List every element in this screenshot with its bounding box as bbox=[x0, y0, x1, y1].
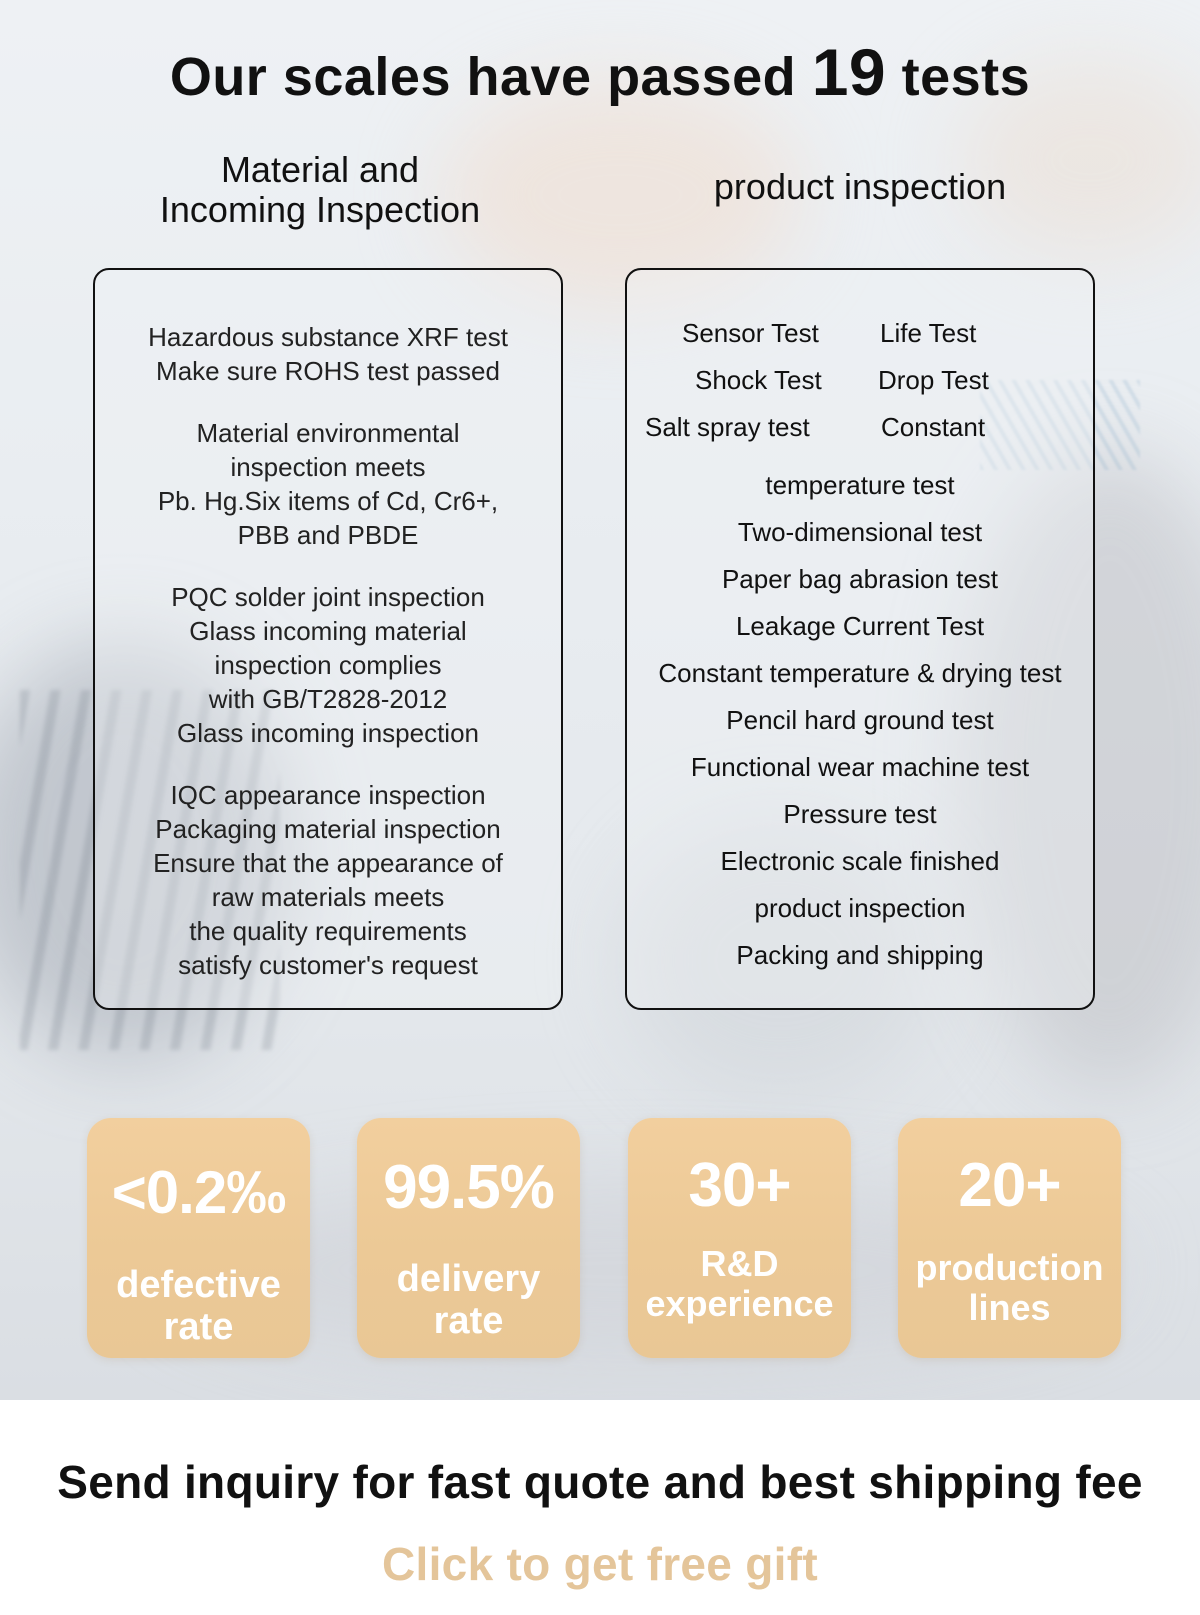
inspection-item: inspection meets bbox=[230, 452, 426, 482]
material-inspection-panel bbox=[93, 268, 563, 1010]
inspection-item: with GB/T2828-2012 bbox=[208, 684, 448, 714]
title-suffix: tests bbox=[901, 47, 1031, 107]
product-inspection-panel bbox=[625, 268, 1095, 1010]
inspection-group bbox=[95, 580, 561, 750]
stat-label-line: rate bbox=[163, 1306, 234, 1348]
inspection-item: Pb. Hg.Six items of Cd, Cr6+, bbox=[157, 486, 499, 516]
test-item: Paper bag abrasion test bbox=[721, 564, 999, 594]
test-item: product inspection bbox=[754, 893, 966, 923]
test-item: Life Test bbox=[880, 318, 977, 348]
page-title bbox=[0, 34, 1200, 110]
inquiry-text: Send inquiry for fast quote and best shipping fee bbox=[57, 1456, 1143, 1508]
test-item: temperature test bbox=[765, 470, 955, 500]
test-item: Packing and shipping bbox=[736, 940, 984, 970]
inspection-item: Packaging material inspection bbox=[155, 814, 501, 844]
inspection-group bbox=[95, 416, 561, 552]
heading-line: Material and bbox=[220, 149, 420, 190]
inspection-item: Ensure that the appearance of bbox=[153, 848, 503, 878]
stat-card-delivery-rate bbox=[357, 1118, 580, 1358]
test-item: Functional wear machine test bbox=[690, 752, 1030, 782]
inspection-item: Material environmental bbox=[196, 418, 460, 448]
material-inspection-heading bbox=[120, 150, 520, 230]
test-item: Constant temperature & drying test bbox=[658, 658, 1062, 688]
stat-label bbox=[628, 1244, 851, 1324]
free-gift-link[interactable]: Click to get free gift bbox=[382, 1538, 818, 1590]
test-item: Shock Test bbox=[695, 365, 822, 395]
test-item: Two-dimensional test bbox=[737, 517, 983, 547]
material-inspection-list bbox=[95, 320, 561, 1010]
inspection-item: PBB and PBDE bbox=[237, 520, 419, 550]
stat-label-line: experience bbox=[645, 1283, 834, 1324]
test-item: Pressure test bbox=[783, 799, 937, 829]
stat-card-production-lines bbox=[898, 1118, 1121, 1358]
inspection-item: the quality requirements bbox=[189, 916, 467, 946]
stat-value: 30+ bbox=[688, 1151, 791, 1220]
test-item: Salt spray test bbox=[645, 412, 810, 442]
inspection-group bbox=[95, 320, 561, 388]
inspection-item: raw materials meets bbox=[211, 882, 445, 912]
inspection-item: Glass incoming material bbox=[189, 616, 467, 646]
test-item: Leakage Current Test bbox=[735, 611, 985, 641]
title-number: 19 bbox=[811, 35, 887, 109]
stat-value: <0.2‰ bbox=[111, 1159, 286, 1226]
test-item: Drop Test bbox=[878, 365, 989, 395]
inspection-item: Hazardous substance XRF test bbox=[148, 322, 508, 352]
inspection-item: PQC solder joint inspection bbox=[171, 582, 485, 612]
stat-label bbox=[898, 1248, 1121, 1328]
inspection-item: IQC appearance inspection bbox=[170, 780, 486, 810]
stat-label-line: production bbox=[915, 1247, 1104, 1288]
stat-label-line: R&D bbox=[700, 1243, 779, 1284]
test-item: Pencil hard ground test bbox=[726, 705, 994, 735]
test-item: Sensor Test bbox=[682, 318, 819, 348]
stat-label-line: delivery bbox=[396, 1258, 541, 1300]
inspection-item: satisfy customer's request bbox=[178, 950, 478, 980]
inspection-item: Glass incoming inspection bbox=[176, 718, 480, 748]
stat-label bbox=[87, 1264, 310, 1348]
stat-label-line: defective bbox=[116, 1264, 281, 1306]
stat-card-rd-experience bbox=[628, 1118, 851, 1358]
stat-value: 99.5% bbox=[383, 1153, 554, 1222]
test-item: Electronic scale finished bbox=[720, 846, 1000, 876]
stat-label bbox=[357, 1258, 580, 1342]
inspection-item: Make sure ROHS test passed bbox=[156, 356, 500, 386]
inspection-group bbox=[95, 778, 561, 982]
title-prefix: Our scales have passed bbox=[169, 47, 797, 107]
product-inspection-heading: product inspection bbox=[713, 166, 1007, 207]
stat-card-defective-rate bbox=[87, 1118, 310, 1358]
stat-value: 20+ bbox=[958, 1151, 1061, 1220]
test-item: Constant bbox=[881, 412, 986, 442]
inspection-item: inspection complies bbox=[214, 650, 442, 680]
stat-label-line: rate bbox=[433, 1300, 504, 1342]
stat-label-line: lines bbox=[968, 1287, 1051, 1328]
heading-line: Incoming Inspection bbox=[159, 189, 481, 230]
